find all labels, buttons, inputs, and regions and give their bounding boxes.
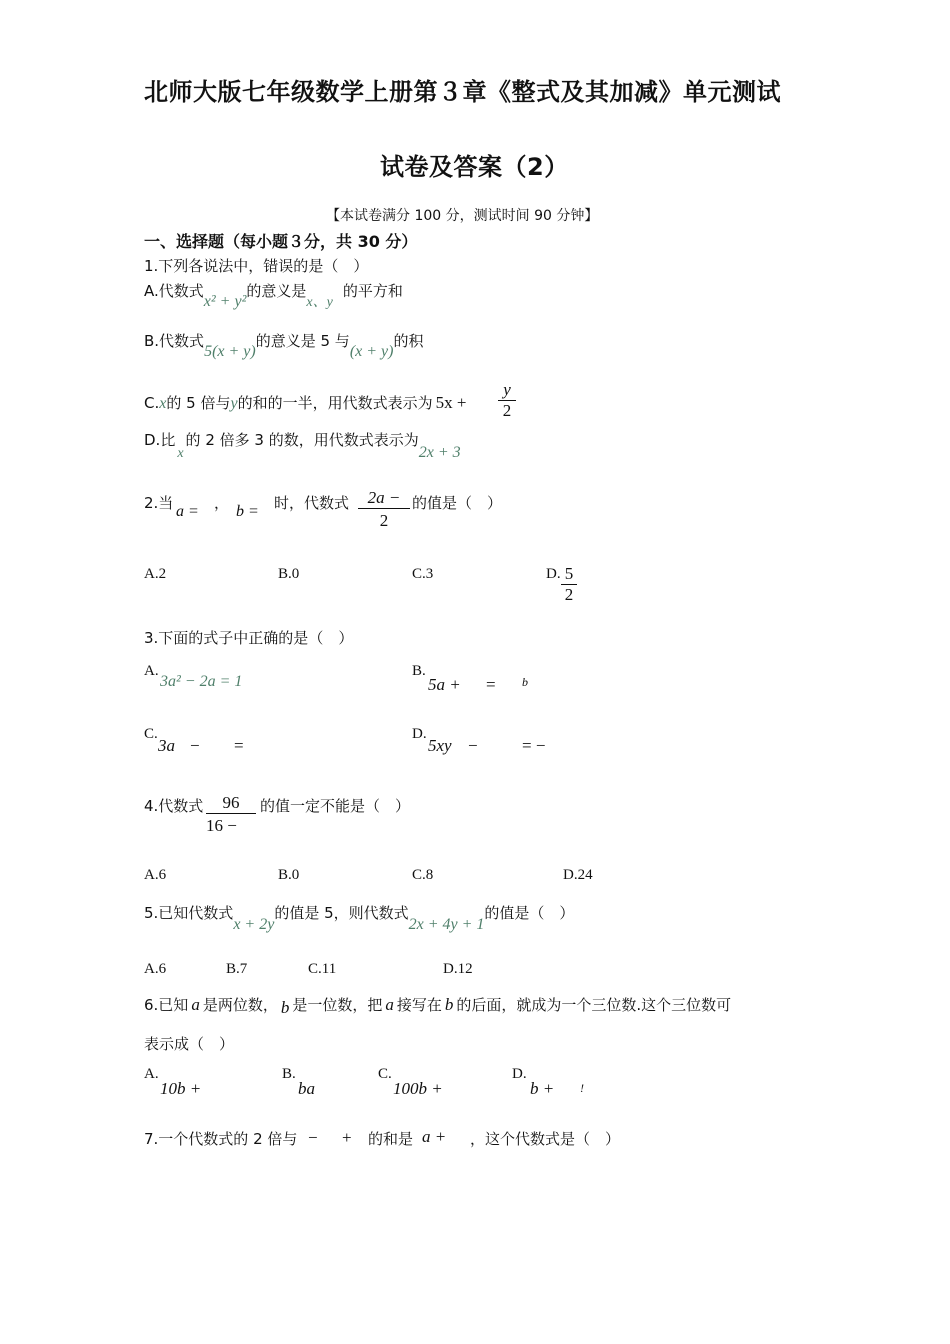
q1-stem: 1.下列各说法中，错误的是（ ）: [144, 257, 369, 275]
q5-mid: 的值是 5，则代数式: [274, 904, 409, 922]
q2-b: b =: [236, 503, 259, 520]
q6-c-math: 100b +: [393, 1079, 443, 1098]
q4-pre: 4.代数式: [144, 797, 204, 815]
q1-b-mid: 的意义是 5 与: [255, 332, 350, 350]
q1-c-math: 5x +: [435, 393, 467, 412]
q1-a-math: x² + y²: [203, 293, 247, 310]
q3-b-math: 5a +: [428, 675, 461, 694]
q2-fraction: [358, 488, 410, 531]
q2-mid: 时，代数式: [274, 494, 350, 512]
q2-d-den: 2: [564, 585, 574, 604]
q5-option-a[interactable]: A.6: [144, 961, 167, 977]
q6-b2: b: [444, 995, 454, 1014]
q3-b-tail: b: [522, 675, 528, 689]
q4-option-b[interactable]: B.0: [278, 867, 300, 883]
q1-a-pre: A.代数式: [144, 282, 204, 300]
q6-line1: [144, 994, 731, 1015]
q3-d-math: 5xy: [428, 736, 452, 755]
q6-a-math: 10b +: [160, 1079, 202, 1098]
q5-line: [144, 902, 575, 933]
q4-frac-num: 96: [206, 793, 256, 814]
q2-post: 的值是（ ）: [412, 494, 503, 512]
q1-b-math2: (x + y): [349, 343, 394, 360]
q6-pre: 6.已知: [144, 996, 189, 1014]
q6-a1: a: [191, 995, 200, 1014]
page-title-line2: 试卷及答案（2）: [380, 153, 569, 181]
q7-m3: a +: [422, 1127, 447, 1146]
q3-c-eq: =: [234, 736, 244, 755]
q6-c-label[interactable]: C.: [378, 1066, 392, 1082]
q5-post: 的值是（ ）: [484, 904, 575, 922]
q1-c-fraction: [498, 380, 516, 421]
q1-d-pre: D.比: [144, 431, 176, 449]
q1-c-y: y: [230, 395, 238, 412]
q2-frac-num: 2a −: [358, 488, 410, 509]
q2-a: a =: [176, 503, 199, 520]
section-heading: 一、选择题（每小题３分，共 30 分）: [144, 232, 418, 251]
q2-comma: ，: [214, 494, 230, 512]
q2-option-c[interactable]: C.3: [412, 566, 434, 582]
q7-mid: 的和是: [368, 1130, 414, 1148]
q5-option-c[interactable]: C.11: [308, 961, 337, 977]
q1-a-post: 的平方和: [342, 282, 403, 300]
q1-option-a: [144, 280, 403, 310]
exam-info: 【本试卷满分 100 分，测试时间 90 分钟】: [326, 208, 599, 224]
q1-option-b: [144, 330, 424, 360]
q2-option-b[interactable]: B.0: [278, 566, 300, 582]
q6-post: 的后面，就成为一个三位数.这个三位数可: [456, 996, 732, 1014]
q1-b-post: 的积: [393, 332, 424, 350]
q3-d-label[interactable]: D.: [412, 726, 427, 742]
q3-b-label[interactable]: B.: [412, 663, 426, 679]
q5-pre: 5.已知代数式: [144, 904, 234, 922]
q6-a-label[interactable]: A.: [144, 1066, 159, 1082]
q1-d-post: 的 2 倍多 3 的数，用代数式表示为: [185, 431, 419, 449]
q2-frac-den: 2: [379, 511, 389, 530]
q1-c-mid: 的 5 倍与: [166, 394, 231, 412]
q3-a-math: 3a² − 2a = 1: [160, 673, 243, 690]
q6-d-math: b +: [530, 1079, 555, 1098]
q4-option-a[interactable]: A.6: [144, 867, 167, 883]
q4-option-d[interactable]: D.24: [563, 867, 593, 883]
q2-pre: 2.当: [144, 494, 174, 512]
q1-d-x: x: [177, 446, 184, 461]
q6-b1: b: [280, 998, 290, 1017]
q3-a-label[interactable]: A.: [144, 663, 159, 679]
page-title-line1: 北师大版七年级数学上册第３章《整式及其加减》单元测试: [144, 78, 781, 106]
q1-c-x: x: [159, 395, 167, 412]
q2-option-a[interactable]: A.2: [144, 566, 167, 582]
q3-c-label[interactable]: C.: [144, 726, 158, 742]
q2-d-num: 5: [561, 564, 577, 585]
q4-fraction: [206, 793, 256, 836]
q3-c-minus: −: [190, 736, 200, 755]
q6-b-label[interactable]: B.: [282, 1066, 296, 1082]
q1-d-math: 2x + 3: [418, 444, 461, 461]
q6-d-label[interactable]: D.: [512, 1066, 527, 1082]
q1-c-frac-den: 2: [502, 401, 512, 420]
q1-option-c: [144, 392, 466, 413]
q4-option-c[interactable]: C.8: [412, 867, 434, 883]
q1-a-mid: 的意义是: [246, 282, 307, 300]
q1-c-frac-num: y: [498, 380, 516, 401]
q7-m2: +: [342, 1128, 352, 1147]
q7-m1: −: [308, 1128, 318, 1147]
q4-frac-den: 16 −: [206, 816, 237, 835]
q5-math2: 2x + 4y + 1: [408, 916, 485, 933]
q1-a-math2: x、y: [306, 295, 333, 310]
q1-c-pre: C.: [144, 394, 160, 412]
q3-b-eq: =: [486, 675, 496, 694]
q2-option-d[interactable]: D.: [546, 566, 561, 582]
q1-option-d: [144, 429, 461, 461]
q6-a2: a: [385, 995, 394, 1014]
q6-mid2: 是一位数，把: [292, 996, 383, 1014]
q6-mid3: 接写在: [396, 996, 442, 1014]
q6-mid1: 是两位数，: [202, 996, 278, 1014]
q1-c-post: 的和的一半，用代数式表示为: [237, 394, 433, 412]
q1-b-math: 5(x + y): [204, 343, 256, 360]
q4-post: 的值一定不能是（ ）: [260, 797, 411, 815]
q2-d-fraction: [561, 564, 577, 605]
q3-d-eq: = −: [522, 736, 546, 755]
q6-b-math: ba: [298, 1079, 315, 1098]
q5-option-d[interactable]: D.12: [443, 961, 473, 977]
q6-d-tail: !: [580, 1081, 584, 1095]
q3-d-minus: −: [468, 736, 478, 755]
q1-b-pre: B.代数式: [144, 332, 205, 350]
q7-pre: 7.一个代数式的 2 倍与: [144, 1130, 298, 1148]
q5-option-b[interactable]: B.7: [226, 961, 248, 977]
q6-line2: 表示成（ ）: [144, 1035, 235, 1053]
q3-stem: 3.下面的式子中正确的是（ ）: [144, 629, 354, 647]
q3-c-math: 3a: [158, 736, 175, 755]
q5-math1: x + 2y: [233, 916, 275, 933]
q7-post: ，这个代数式是（ ）: [470, 1130, 621, 1148]
